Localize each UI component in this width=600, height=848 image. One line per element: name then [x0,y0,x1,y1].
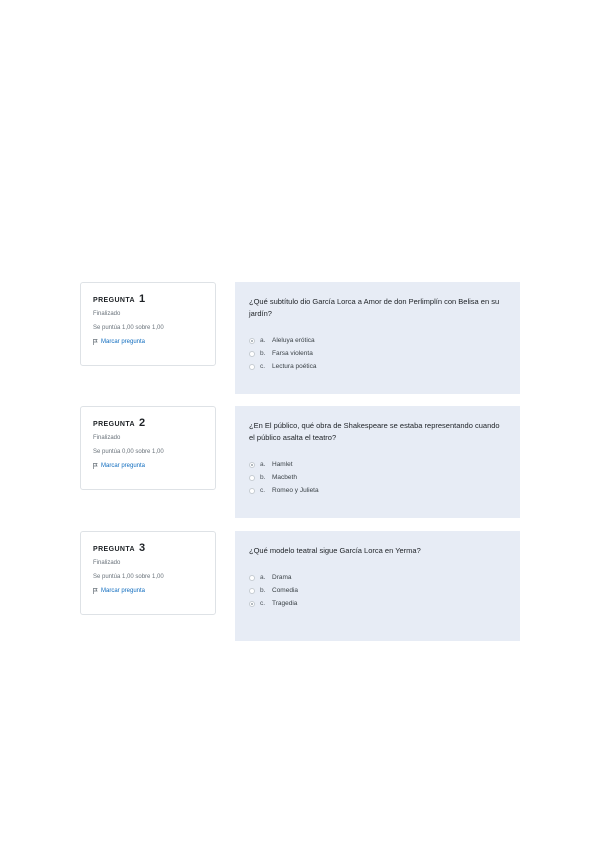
question-label: PREGUNTA [93,546,135,553]
answer-text: Comedia [272,587,299,594]
answer-letter: c. [260,600,266,607]
question-number: 3 [138,542,146,554]
flag-question-link[interactable] [93,339,203,345]
question-label: PREGUNTA [93,297,135,304]
radio-button[interactable] [249,338,255,344]
flag-icon [93,339,98,345]
answer-option[interactable] [249,597,506,610]
flag-question-label: Marcar pregunta [101,463,146,469]
answer-text: Drama [272,574,292,581]
answer-option[interactable] [249,347,506,360]
answer-option[interactable] [249,334,506,347]
answer-option[interactable] [249,458,506,471]
answer-text: Macbeth [272,474,297,481]
question-grade: Se puntúa 1,00 sobre 1,00 [93,325,164,331]
flag-question-link[interactable] [93,463,203,469]
answer-letter: b. [260,587,266,594]
question-grade: Se puntúa 0,00 sobre 1,00 [93,449,164,455]
radio-button[interactable] [249,575,255,581]
question-info-panel [80,282,216,366]
radio-button[interactable] [249,475,255,481]
flag-question-link[interactable] [93,588,203,594]
answer-text: Hamlet [272,461,293,468]
radio-button[interactable] [249,588,255,594]
question-number: 2 [138,417,146,429]
radio-button[interactable] [249,351,255,357]
question-state: Finalizado [93,435,121,441]
answer-text: Tragedia [272,600,298,607]
answer-option[interactable] [249,571,506,584]
answer-text: Aleluya erótica [272,337,315,344]
question-text: ¿Qué subtítulo dio García Lorca a Amor de don Perlimplín con Belisa en su jardín? [249,297,500,318]
answer-list [249,334,506,373]
question-number: 1 [138,293,146,305]
answer-option[interactable] [249,584,506,597]
question-content [235,531,520,641]
question-content [235,406,520,518]
flag-icon [93,463,98,469]
answer-option[interactable] [249,484,506,497]
radio-button[interactable] [249,488,255,494]
flag-icon [93,588,98,594]
answer-text: Romeo y Julieta [272,487,319,494]
answer-letter: b. [260,474,266,481]
question-content [235,282,520,394]
answer-letter: b. [260,350,266,357]
question-grade: Se puntúa 1,00 sobre 1,00 [93,574,164,580]
question-title [93,417,203,429]
flag-question-label: Marcar pregunta [101,339,146,345]
question-info-panel [80,406,216,490]
question-info-panel [80,531,216,615]
answer-letter: c. [260,363,266,370]
question-title [93,542,203,554]
answer-text: Farsa violenta [272,350,313,357]
question-state: Finalizado [93,311,121,317]
radio-button[interactable] [249,601,255,607]
question-text: ¿Qué modelo teatral sigue García Lorca en Yerma? [249,546,421,555]
question-text: ¿En El público, qué obra de Shakespeare se estaba representando cuando el público asalta el teatro? [249,421,500,442]
answer-option[interactable] [249,471,506,484]
answer-list [249,458,506,497]
answer-letter: a. [260,574,266,581]
answer-letter: c. [260,487,266,494]
answer-letter: a. [260,337,266,344]
flag-question-label: Marcar pregunta [101,588,146,594]
question-label: PREGUNTA [93,421,135,428]
radio-button[interactable] [249,462,255,468]
radio-button[interactable] [249,364,255,370]
question-title [93,293,203,305]
answer-list [249,571,506,610]
answer-option[interactable] [249,360,506,373]
answer-letter: a. [260,461,266,468]
answer-text: Lectura poética [272,363,317,370]
question-state: Finalizado [93,560,121,566]
